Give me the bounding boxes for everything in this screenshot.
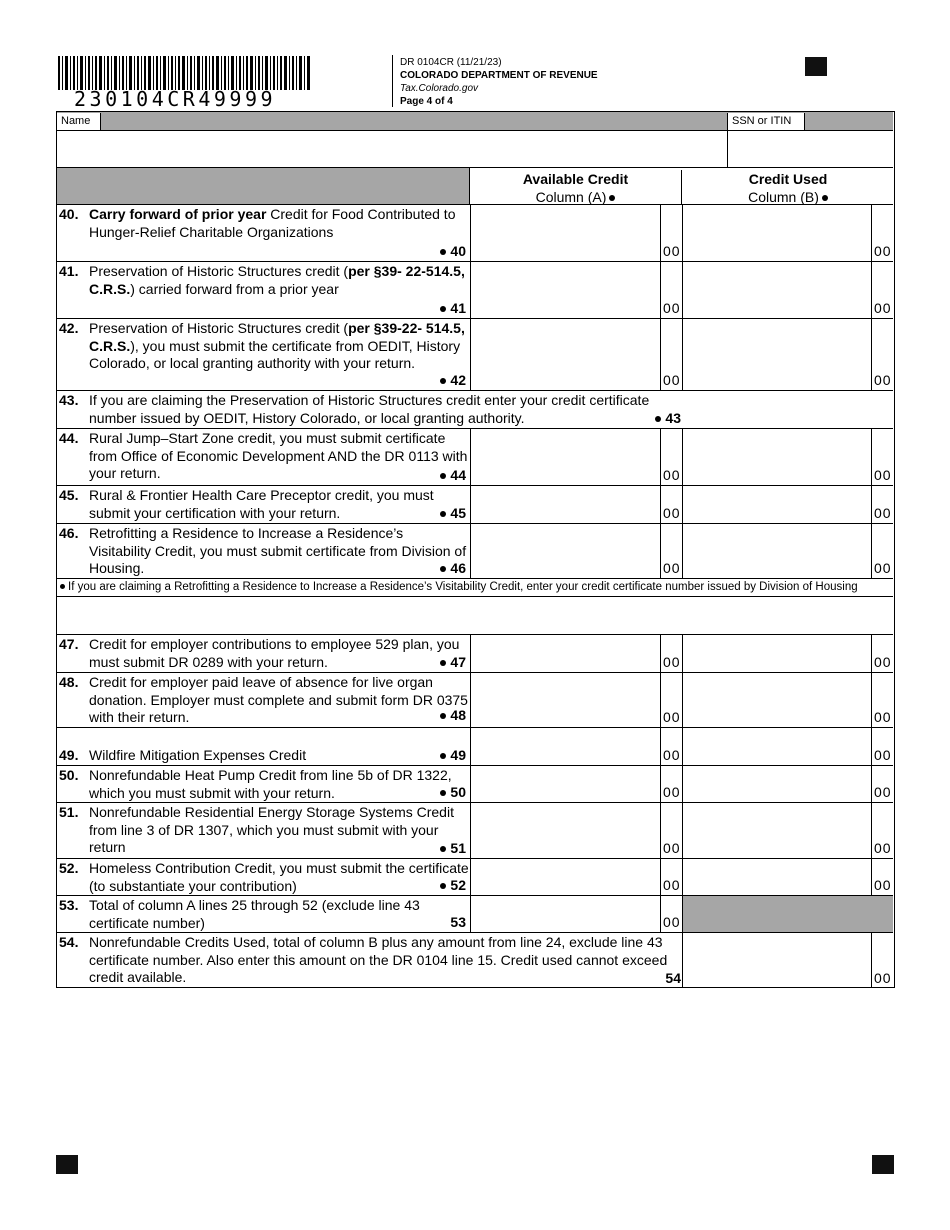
line-51-column-b[interactable]: 00 [682, 803, 893, 858]
line-number: 42. [59, 320, 79, 336]
line-46-text: Retrofitting a Residence to Increase a Residence’s Visitability Credit, you must submit certificate from Division of Housing. [89, 525, 467, 576]
line-54-label: 54 [665, 969, 681, 986]
bullet-icon [440, 249, 446, 255]
bullet-icon [440, 753, 446, 759]
line-40-text: Credit for Food Contributed to Hunger-Relief Charitable Organizations [89, 206, 456, 240]
line-number: 49. [59, 747, 79, 763]
ssn-field[interactable] [728, 131, 893, 167]
line-44-row [57, 429, 893, 486]
barcode [58, 56, 310, 90]
registration-mark-bottom-right [872, 1155, 894, 1174]
credit-form [56, 111, 895, 988]
bullet-icon [440, 511, 446, 517]
line-number: 40. [59, 206, 79, 222]
line-44-label: 44 [440, 467, 466, 485]
line-45-column-a[interactable]: 00 [470, 486, 682, 523]
line-43-label: 43 [655, 410, 681, 428]
line-number: 52. [59, 860, 79, 876]
line-49-text: Wildfire Mitigation Expenses Credit [89, 747, 307, 763]
line-44-text: Rural Jump–Start Zone credit, you must submit certificate from Office of Economic Development AND the DR 0113 with your return. [89, 430, 468, 481]
line-40-column-b[interactable]: 00 [682, 205, 893, 261]
line-53-column-a[interactable]: 00 [470, 896, 682, 932]
line-50-row [57, 766, 893, 803]
line-44-column-a[interactable]: 00 [470, 429, 682, 485]
form-header [400, 56, 598, 108]
bullet-icon [609, 195, 615, 201]
line-number: 44. [59, 430, 79, 446]
column-b-title: Credit Used [748, 171, 828, 187]
line-49-row [57, 728, 893, 766]
line-46-column-b[interactable]: 00 [682, 524, 893, 578]
line-number: 47. [59, 636, 79, 652]
line-52-row [57, 859, 893, 896]
line-45-row [57, 486, 893, 524]
line-number: 50. [59, 767, 79, 783]
line-40-label: 40 [440, 243, 466, 261]
bullet-icon [440, 660, 446, 666]
line-53-row [57, 896, 893, 933]
line-45-text: Rural & Frontier Health Care Preceptor credit, you must submit your certification with your return. [89, 487, 434, 521]
line-49-label: 49 [440, 747, 466, 765]
line-46-note-row [57, 579, 893, 597]
line-53-text: Total of column A lines 25 through 52 (exclude line 43 certificate number) [89, 897, 420, 931]
column-a-title: Available Credit [522, 171, 629, 187]
bullet-icon [440, 790, 446, 796]
line-54-text: Nonrefundable Credits Used, total of column B plus any amount from line 24, exclude line 43 certificate number. Also enter this amount on the DR 0104 line 15. Credit used cannot exceed credit available. [89, 934, 668, 985]
name-header-bar [57, 112, 893, 131]
line-43-row [57, 391, 893, 429]
bullet-icon [822, 195, 828, 201]
column-a-header [470, 170, 682, 204]
line-52-label: 52 [440, 877, 466, 895]
line-48-label: 48 [440, 707, 466, 725]
header-rule [392, 55, 393, 107]
bullet-icon [655, 416, 661, 422]
line-42-column-a[interactable]: 00 [470, 319, 682, 390]
column-headers [57, 168, 893, 205]
line-47-column-a[interactable]: 00 [470, 635, 682, 672]
line-48-row [57, 673, 893, 728]
line-number: 54. [59, 934, 79, 950]
line-51-text: Nonrefundable Residential Energy Storage Systems Credit from line 3 of DR 1307, which you must submit with your return [89, 804, 454, 855]
line-40-row [57, 205, 893, 262]
line-47-label: 47 [440, 654, 466, 672]
column-a-sub: Column (A) [535, 189, 607, 205]
line-51-column-a[interactable]: 00 [470, 803, 682, 858]
line-46-label: 46 [440, 560, 466, 578]
name-field[interactable] [57, 131, 727, 167]
name-ssn-fields [57, 131, 893, 168]
line-number: 43. [59, 392, 79, 408]
website: Tax.Colorado.gov [400, 83, 479, 94]
line-53-column-b-shaded [682, 896, 893, 932]
line-49-column-a[interactable]: 00 [470, 728, 682, 765]
line-50-label: 50 [440, 784, 466, 802]
line-50-column-b[interactable]: 00 [682, 766, 893, 802]
line-43-certificate-field[interactable] [682, 391, 893, 428]
line-40-bold: Carry forward of prior year [89, 206, 267, 222]
line-48-text: Credit for employer paid leave of absence for live organ donation. Employer must complete and submit form DR 0375 with their return. [89, 674, 468, 725]
bullet-icon [440, 883, 446, 889]
line-48-column-a[interactable]: 00 [470, 673, 682, 727]
line-41-column-a[interactable]: 00 [470, 262, 682, 318]
bullet-icon [440, 378, 446, 384]
line-47-column-b[interactable]: 00 [682, 635, 893, 672]
line-46-certificate-field[interactable] [57, 597, 893, 635]
registration-mark-top-right [805, 57, 827, 76]
bullet-icon [440, 846, 446, 852]
line-number: 46. [59, 525, 79, 541]
line-47-text: Credit for employer contributions to employee 529 plan, you must submit DR 0289 with your return. [89, 636, 460, 670]
line-51-row [57, 803, 893, 859]
line-51-label: 51 [440, 840, 466, 858]
line-50-column-a[interactable]: 00 [470, 766, 682, 802]
line-41-row: 41. Preservation of Historic Structures credit (per §39- 22-514.5, C.R.S.) carried forward from a prior year 41 00 00 [57, 262, 893, 319]
column-b-header [682, 170, 894, 206]
bullet-icon [440, 566, 446, 572]
line-number: 51. [59, 804, 79, 820]
line-49-column-b[interactable]: 00 [682, 728, 893, 765]
column-b-sub: Column (B) [748, 189, 819, 205]
bullet-icon [440, 713, 446, 719]
name-label: Name [57, 113, 101, 130]
line-52-column-b[interactable]: 00 [682, 859, 893, 895]
line-42-row: 42. Preservation of Historic Structures credit (per §39-22- 514.5, C.R.S.), you must submit the certificate from OEDIT, History Colorado, or local granting authority with your return. 42 00 00 [57, 319, 893, 391]
line-46-column-a[interactable]: 00 [470, 524, 682, 578]
barcode-number: 230104CR49999 [74, 87, 277, 111]
bullet-icon [440, 473, 446, 479]
line-47-row [57, 635, 893, 673]
line-54-column-b[interactable]: 00 [682, 933, 893, 988]
ssn-label: SSN or ITIN [727, 113, 805, 130]
line-40-column-a[interactable]: 00 [470, 205, 682, 261]
line-45-label: 45 [440, 505, 466, 523]
line-53-label: 53 [450, 913, 466, 930]
line-number: 48. [59, 674, 79, 690]
line-42-label: 42 [440, 372, 466, 390]
line-43-text: If you are claiming the Preservation of Historic Structures credit enter your credit certificate number issued by OEDIT, History Colorado, or local granting authority. [89, 392, 650, 426]
line-46-row [57, 524, 893, 579]
line-46-note: If you are claiming a Retrofitting a Residence to Increase a Residence’s Visitability Credit, enter your credit certificate number issued by Division of Housing [68, 581, 858, 593]
page-number: Page 4 of 4 [400, 96, 453, 107]
line-41-column-b[interactable]: 00 [682, 262, 893, 318]
line-52-column-a[interactable]: 00 [470, 859, 682, 895]
line-50-text: Nonrefundable Heat Pump Credit from line 5b of DR 1322, which you must submit with your return. [89, 767, 452, 801]
registration-mark-bottom-left [56, 1155, 78, 1174]
bullet-icon [60, 584, 65, 589]
line-number: 41. [59, 263, 79, 279]
line-41-label: 41 [440, 300, 466, 318]
line-48-column-b[interactable]: 00 [682, 673, 893, 727]
line-45-column-b[interactable]: 00 [682, 486, 893, 523]
line-52-text: Homeless Contribution Credit, you must submit the certificate (to substantiate your contribution) [89, 860, 469, 894]
line-42-column-b[interactable]: 00 [682, 319, 893, 390]
line-54-row [57, 933, 893, 988]
line-number: 53. [59, 897, 79, 913]
form-id: DR 0104CR (11/21/23) [400, 57, 502, 68]
department-name: COLORADO DEPARTMENT OF REVENUE [400, 70, 598, 81]
line-number: 45. [59, 487, 79, 503]
bullet-icon [440, 306, 446, 312]
line-44-column-b[interactable]: 00 [682, 429, 893, 485]
